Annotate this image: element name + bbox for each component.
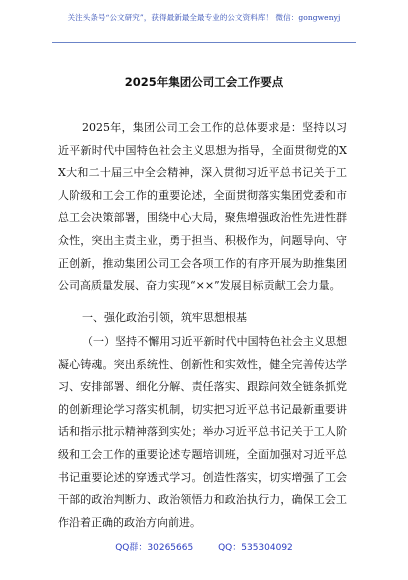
footer-contacts <box>0 540 408 553</box>
qq-number: QQ：535304092 <box>218 543 293 553</box>
section-paragraph: （一）坚持不懈用习近平新时代中国特色社会主义思想凝心铸魂。突出系统性、创新性和实效性，健全完善传达学习、安排部署、细化分解、责任落实、跟踪问效全链条抓党的创新理论学习落实机制，切实把习近平总书记最新重要讲话和指示批示精神落到实处；举办习近平总书记关于工人阶级和工会工作的重要论述专题培训班，全面加强对习近平总书记重要论述的穿透式学习。创造性落实，切实增强了工会干部的政治判断力、政治领悟力和政治执行力，确保工会工作沿着正确的政治方向前进。 <box>58 335 347 529</box>
document-title: 2025年集团公司工会工作要点 <box>124 75 284 89</box>
qq-group-number: QQ群：30265665 <box>115 543 194 553</box>
header-notice: 关注头条号“公文研究”，获得最新最全最专业的公文资料库！ 微信：gongwenyj <box>67 13 341 22</box>
intro-paragraph: 2025年，集团公司工会工作的总体要求是：坚持以习近平新时代中国特色社会主义思想为指导，全面贯彻党的XX大和二十届三中全会精神，深入贯彻习近平总书记关于工人阶级和工会工作的重要论述，全面贯彻落实集团党委和市总工会决策部署，围绕中心大局，聚焦增强政治性先进性群众性，突出主责主业，勇于担当、积极作为，问题导向、守正创新，推动集团公司工会各项工作的有序开展为助推集团公司高质量发展、奋力实现“××”发展目标贡献工会力量。 <box>58 121 347 293</box>
section-heading: 一、强化政治引领，筑牢思想根基 <box>82 311 247 324</box>
header-divider <box>52 42 356 43</box>
